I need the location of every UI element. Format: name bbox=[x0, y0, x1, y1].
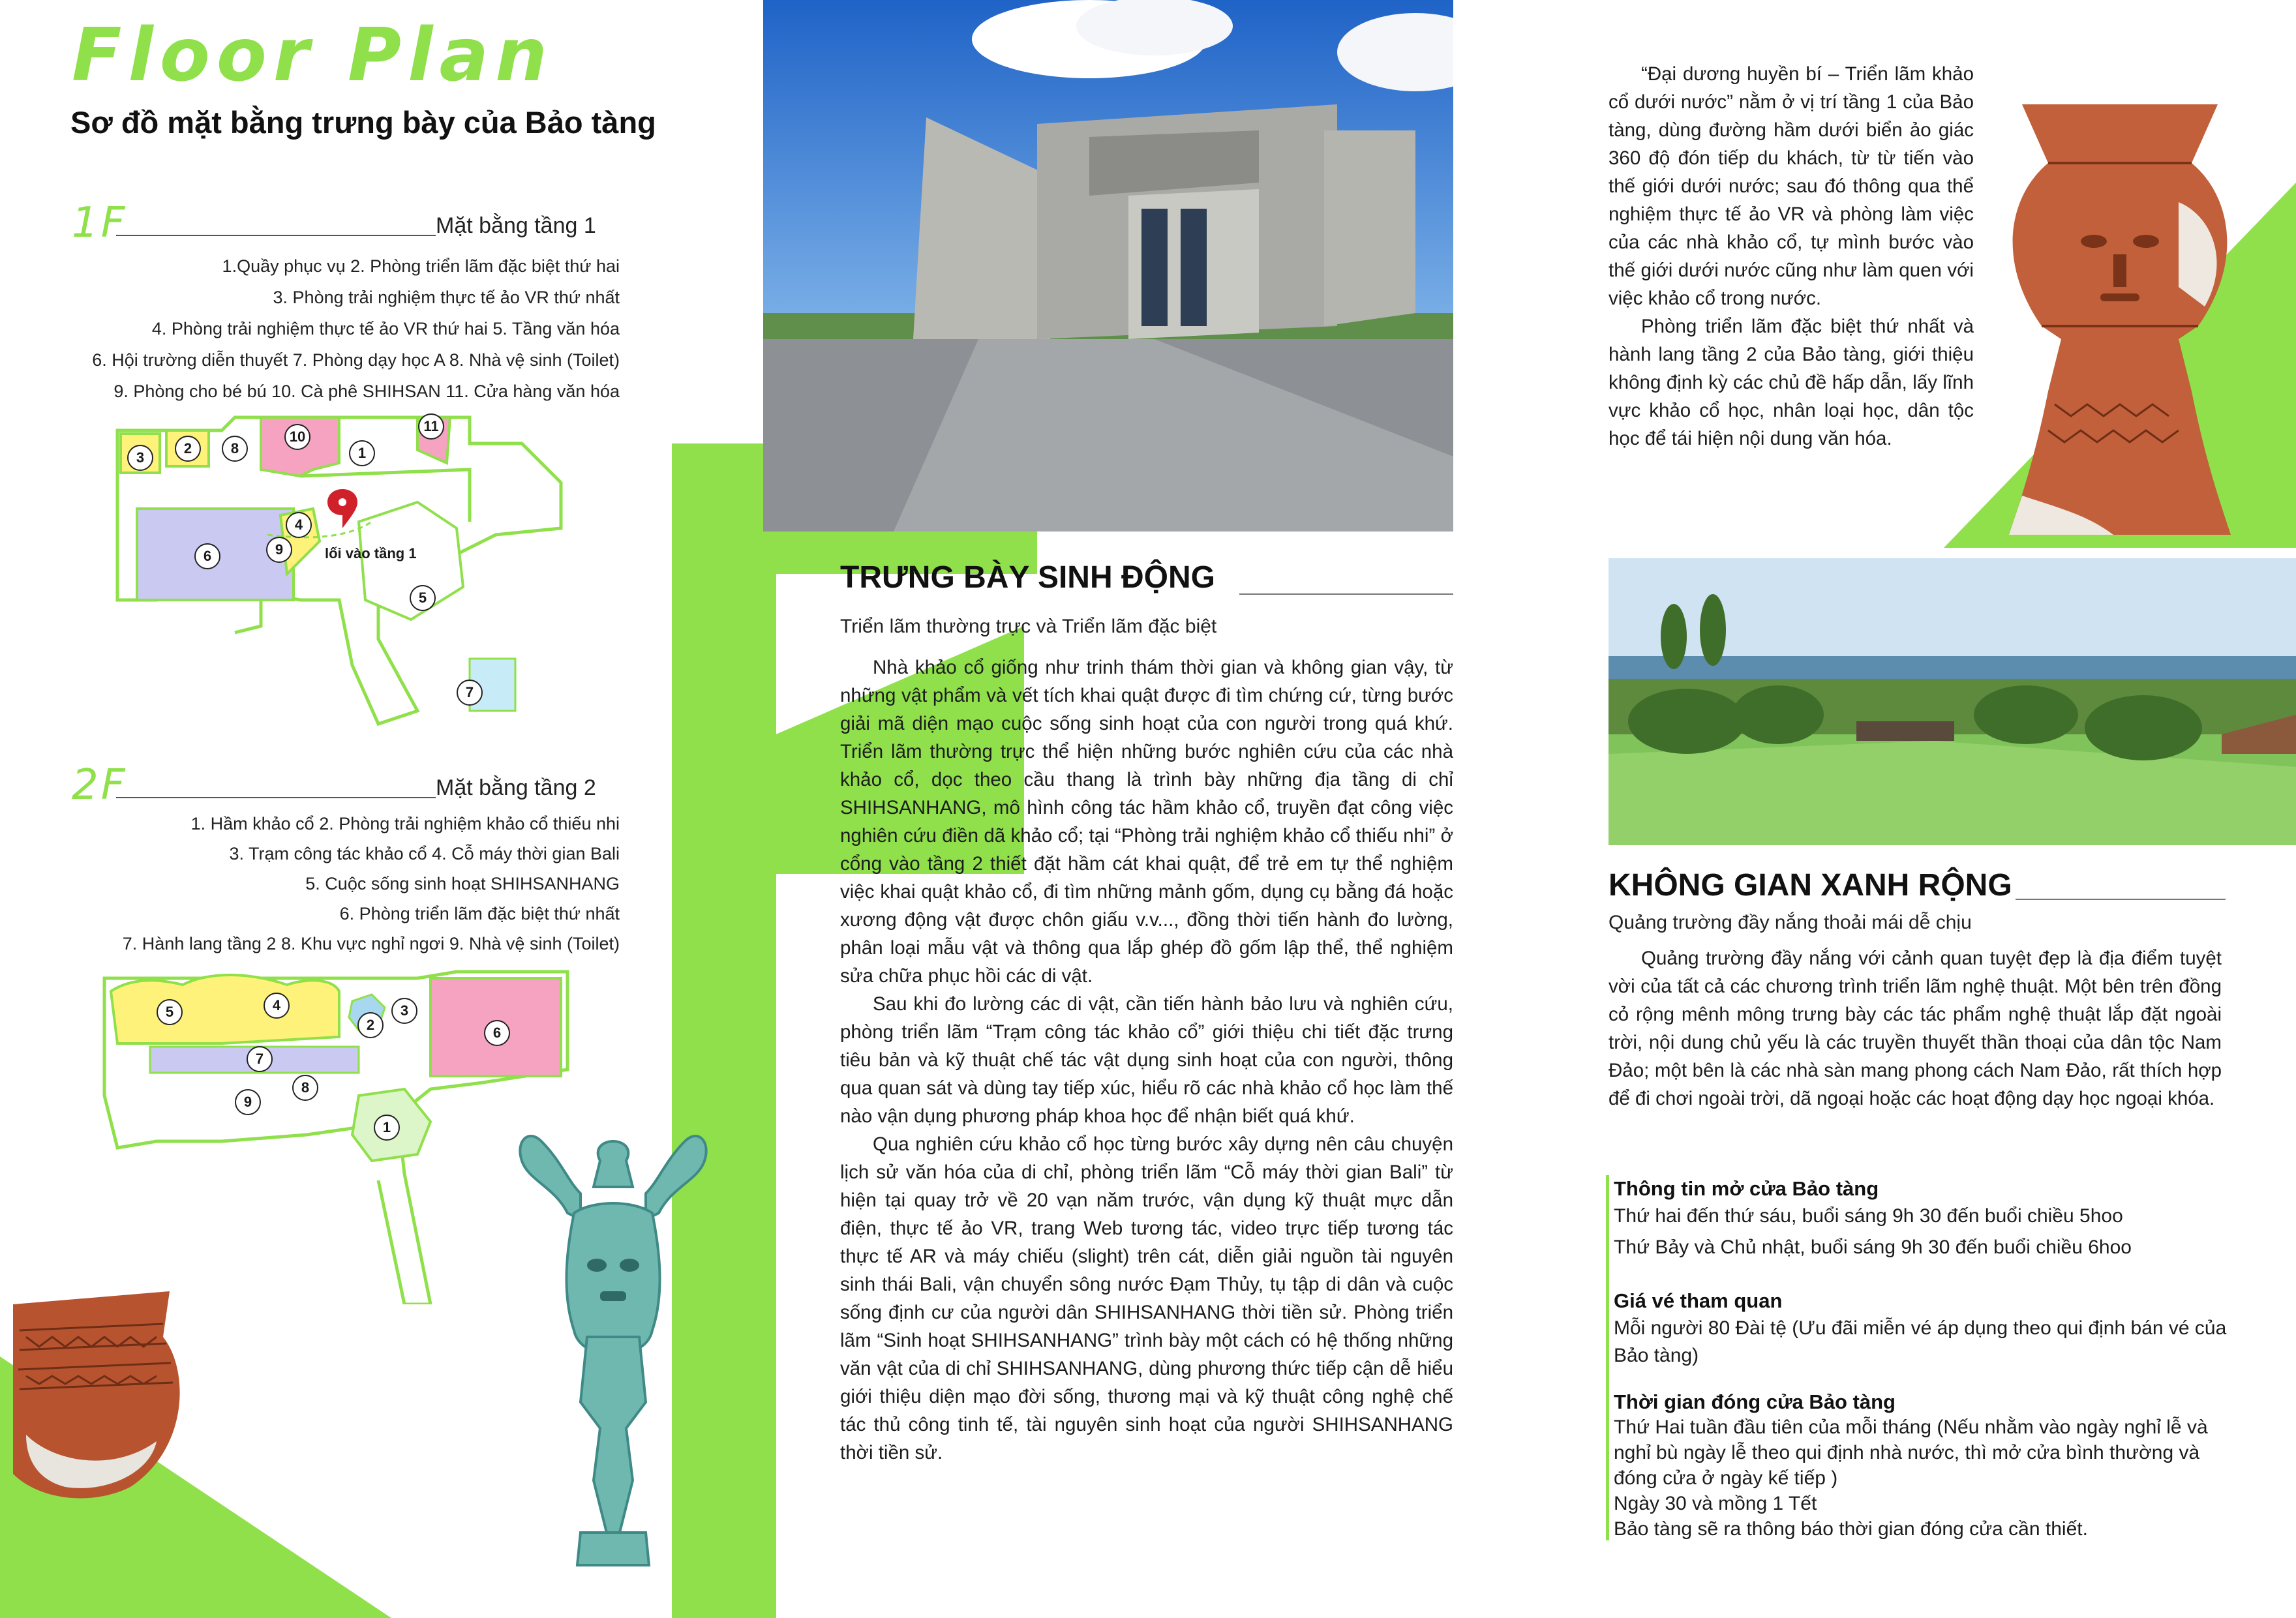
map-marker-7[interactable]: 7 bbox=[457, 680, 483, 706]
legend-line: 3. Trạm công tác khảo cổ 4. Cỗ máy thời gian Bali bbox=[229, 844, 620, 863]
map-marker-8[interactable]: 8 bbox=[222, 436, 248, 462]
map-marker-4[interactable]: 4 bbox=[286, 512, 312, 538]
terracotta-vase-photo bbox=[1983, 91, 2257, 541]
map-marker-2[interactable]: 2 bbox=[357, 1012, 384, 1038]
map-marker-5[interactable]: 5 bbox=[410, 585, 436, 611]
green-space-paragraph: Quảng trường đầy nắng với cảnh quan tuyệt đẹp là địa điểm tuyệt vời của tất cả các chương trình triển lãm nghệ thuật. Một bên trên đồng cỏ rộng mênh mông trưng bày các tác phẩm nghệ thuật lắp đặt ngoài trời, nội dung chủ yếu là các truyền thuyết thần thoại của dân tộc Nam Đảo; một bên là các nhà sàn mang phong cách Nam Đảo, rất thích hợp để đi chơi ngoài trời, dã ngoại hoặc các hoạt động dạy học ngoại khóa. bbox=[1609, 948, 2222, 1109]
green-space-body bbox=[1609, 944, 2222, 1113]
map-marker-8[interactable]: 8 bbox=[292, 1075, 318, 1101]
fee-text: Mỗi người 80 Đài tệ (Ưu đãi miễn vé áp dụng theo qui định bán vé của Bảo tàng) bbox=[1614, 1317, 2227, 1366]
legend-line: 9. Phòng cho bé bú 10. Cà phê SHIHSAN 11. Cửa hàng văn hóa bbox=[113, 382, 620, 401]
floor1-number: 1F bbox=[72, 199, 128, 247]
map-marker-11[interactable]: 11 bbox=[418, 413, 444, 440]
museum-building-photo bbox=[763, 0, 1453, 532]
map-marker-4[interactable]: 4 bbox=[264, 993, 290, 1019]
pottery-jar-photo bbox=[0, 1278, 196, 1513]
info-fee bbox=[1614, 1287, 2240, 1370]
floor2-number: 2F bbox=[72, 761, 128, 809]
legend-line: 1. Hầm khảo cổ 2. Phòng trải nghiệm khảo cổ thiếu nhi bbox=[190, 814, 620, 833]
green-space-heading: KHÔNG GIAN XANH RỘNG bbox=[1609, 868, 2012, 903]
green-space-subheading: Quảng trường đầy nắng thoải mái dễ chịu bbox=[1609, 912, 1972, 933]
closed-title: Thời gian đóng cửa Bảo tàng bbox=[1614, 1390, 1896, 1413]
floor1-heading bbox=[72, 199, 698, 245]
page-title: Floor Plan bbox=[72, 13, 554, 98]
info-closed bbox=[1614, 1389, 2240, 1542]
exhibit-subheading: Triển lãm thường trực và Triển lãm đặc biệt bbox=[840, 616, 1217, 637]
green-space-heading-rule bbox=[2016, 899, 2226, 900]
legend-line: 6. Phòng triển lãm đặc biệt thứ nhất bbox=[339, 904, 620, 923]
legend-line: 5. Cuộc sống sinh hoạt SHIHSANHANG bbox=[305, 874, 620, 893]
closed-notice: Bảo tàng sẽ ra thông báo thời gian đóng cửa cần thiết. bbox=[1614, 1518, 2088, 1540]
ocean-paragraph: “Đại dương huyền bí – Triển lãm khảo cổ dưới nước” nằm ở vị trí tầng 1 của Bảo tàng, dùng đường hầm dưới biển ảo giác 360 độ đón tiếp du khách, từ từ tiến vào thế giới dưới nước; sau đó thông qua thể nghiệm thực tế ảo VR và phòng làm việc của các nhà khảo cổ, tự mình bước vào thế giới dưới nước cũng như làm quen với việc khảo cổ trong nước. bbox=[1609, 63, 1974, 309]
map-marker-2[interactable]: 2 bbox=[175, 436, 201, 462]
floor2-rule bbox=[116, 797, 436, 798]
location-pin-icon bbox=[327, 489, 357, 528]
info-hours bbox=[1614, 1175, 2240, 1261]
map-marker-1[interactable]: 1 bbox=[349, 440, 375, 466]
page-subtitle: Sơ đồ mặt bằng trưng bày của Bảo tàng bbox=[70, 105, 656, 140]
closed-text: Thứ Hai tuần đầu tiên của mỗi tháng (Nếu nhằm vào ngày nghỉ lễ và nghỉ bù ngày lễ theo qui định nhà nước, thì mở cửa bình thường và đóng cửa ở ngày kế tiếp ) bbox=[1614, 1416, 2208, 1489]
green-park-photo bbox=[1609, 558, 2296, 845]
map-marker-9[interactable]: 9 bbox=[266, 537, 292, 563]
closed-tet: Ngày 30 và mồng 1 Tết bbox=[1614, 1493, 1817, 1514]
entrance-label: lối vào tầng 1 bbox=[325, 545, 417, 562]
map-marker-6[interactable]: 6 bbox=[194, 543, 220, 569]
map-marker-1[interactable]: 1 bbox=[374, 1115, 400, 1141]
ocean-body bbox=[1609, 60, 1974, 453]
map-marker-3[interactable]: 3 bbox=[391, 998, 417, 1024]
info-accent-bar bbox=[1606, 1175, 1609, 1540]
exhibit-heading: TRƯNG BÀY SINH ĐỘNG bbox=[840, 560, 1215, 595]
floor1-rule bbox=[116, 235, 436, 236]
exhibit-paragraph: Nhà khảo cổ giống như trinh thám thời gian và không gian vậy, từ những vật phẩm và vết tích khai quật được đi tìm chứng cứ, từng bước giải mã diện mạo cuộc sống sinh hoạt của con người trong quá khứ. Triển lãm thường trực thể hiện những bước nghiên cứu của các nhà khảo cổ, dọc theo cầu thang là trình bày những địa tầng di chỉ SHIHSANHANG, mô hình công tác hầm khảo cổ, truyền đạt công việc nghiên cứu điền dã khảo cổ; tại “Phòng trải nghiệm khảo cổ thiếu nhi” ở cổng vào tầng 2 thiết đặt hầm cát khai quật, để trẻ em tự thể nghiệm việc khai quật khảo cổ, đi tìm những mảnh gốm, dụng cụ bằng đá hoặc xương động vật được chôn giấu v.v..., đồng thời tiến hành đo lường, phân loại mẫu vật và thông qua lắp ghép đồ gốm lập thể, thể nghiệm sửa chữa phục hồi các di vật. bbox=[840, 657, 1453, 987]
map-marker-7[interactable]: 7 bbox=[247, 1046, 273, 1072]
floor1-legend bbox=[72, 250, 620, 407]
floor2-legend bbox=[72, 809, 620, 959]
floor1-label: Mặt bằng tầng 1 bbox=[436, 213, 596, 238]
floor2-heading bbox=[72, 761, 698, 807]
exhibit-heading-rule bbox=[1239, 593, 1453, 595]
map-marker-5[interactable]: 5 bbox=[157, 999, 183, 1025]
exhibit-paragraph: Qua nghiên cứu khảo cổ học từng bước xây dựng nên câu chuyện lịch sử văn hóa của di chỉ, phòng triển lãm “Cỗ máy thời gian Bali” từ hiện tại quay trở về 20 vạn năm trước, vận dụng kỹ thuật mực dẫn điện, thực tế ảo VR, trang Web tương tác, video trực tiếp tương tác thực tế AR và máy chiếu (slight) trên cát, diễn giải nguồn tài nguyên sinh thái Bali, vận chuyển sông nước Đạm Thủy, tụ tập di dân và cuộc sống định cư của người dân SHIHSANHANG thời tiền sử. Phòng triển lãm “Sinh hoạt SHIHSANHANG” trình bày một cách có hệ thống những văn vật của di chỉ SHIHSANHANG, dùng phương thức tiếp cận dễ hiểu giới thiệu diện mạo đời sống, thương mại và kỹ thuật công nghệ chế tác thủ công tinh tế, tài nguyên sinh hoạt của người SHIHSANHANG thời tiền sử. bbox=[840, 1133, 1453, 1463]
legend-line: 3. Phòng trải nghiệm thực tế ảo VR thứ nhất bbox=[273, 288, 620, 307]
ocean-paragraph: Phòng triển lãm đặc biệt thứ nhất và hành lang tầng 2 của Bảo tàng, giới thiệu không định kỳ các chủ đề hấp dẫn, lấy lĩnh vực khảo cổ học, nhân loại học, dân tộc học để tái hiện nội dung văn hóa. bbox=[1609, 316, 1974, 449]
legend-line: 7. Hành lang tầng 2 8. Khu vực nghỉ ngơi 9. Nhà vệ sinh (Toilet) bbox=[122, 934, 620, 953]
floor2-label: Mặt bằng tầng 2 bbox=[436, 775, 596, 800]
legend-line: 1.Quầy phục vụ 2. Phòng triển lãm đặc biệt thứ hai bbox=[222, 256, 620, 276]
map-marker-6[interactable]: 6 bbox=[484, 1020, 510, 1046]
legend-line: 6. Hội trường diễn thuyết 7. Phòng dạy học A 8. Nhà vệ sinh (Toilet) bbox=[92, 350, 620, 370]
map-zone-5-4 bbox=[111, 975, 339, 1043]
hours-title: Thông tin mở cửa Bảo tàng bbox=[1614, 1177, 1879, 1200]
exhibit-body bbox=[840, 653, 1453, 1467]
fee-title: Giá vé tham quan bbox=[1614, 1289, 1783, 1312]
legend-line: 4. Phòng trải nghiệm thực tế ảo VR thứ hai 5. Tầng văn hóa bbox=[151, 319, 620, 338]
map-marker-3[interactable]: 3 bbox=[127, 445, 153, 471]
hours-weekday: Thứ hai đến thứ sáu, buổi sáng 9h 30 đến buổi chiều 5hoo bbox=[1614, 1205, 2123, 1227]
exhibit-paragraph: Sau khi đo lường các di vật, cần tiến hành bảo lưu và nghiên cứu, phòng triển lãm “Trạm công tác khảo cổ” giới thiệu chi tiết đặc trưng tiêu bản và kỹ thuật chế tác vật dụng sinh hoạt của con người, thông qua quan sát và dùng tay tiếp xúc, hiểu rõ các nhà khảo cổ học làm thế nào vận dụng phương pháp khoa học để nhận biết quá khứ. bbox=[840, 993, 1453, 1127]
map-marker-10[interactable]: 10 bbox=[284, 424, 310, 450]
bronze-figure-photo bbox=[502, 1115, 724, 1572]
hours-weekend: Thứ Bảy và Chủ nhật, buổi sáng 9h 30 đến buổi chiều 6hoo bbox=[1614, 1236, 2132, 1258]
map-marker-9[interactable]: 9 bbox=[235, 1089, 261, 1115]
